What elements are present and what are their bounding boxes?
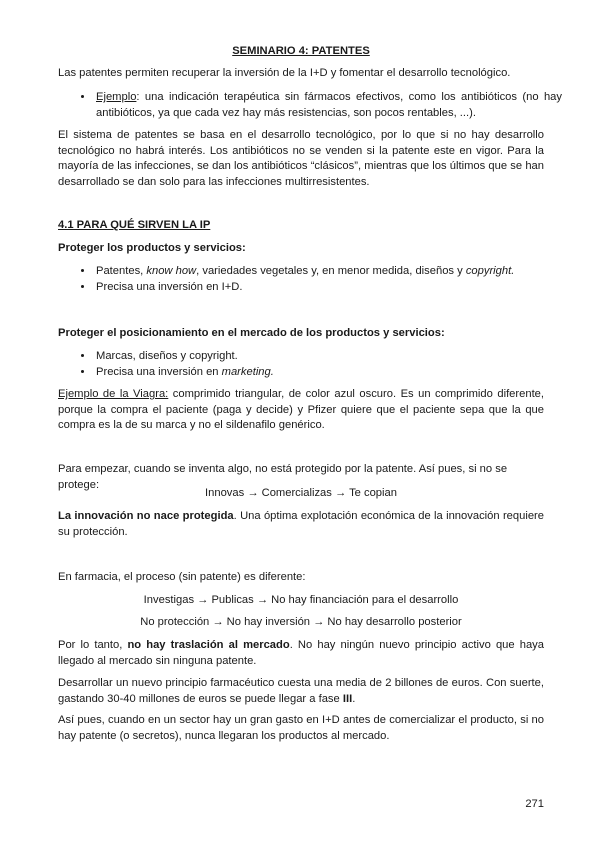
list-item: • Precisa una inversión en I+D. — [94, 280, 562, 296]
subheading-productos: Proteger los productos y servicios: — [58, 242, 246, 254]
text-span: Patentes, — [96, 265, 147, 277]
desarrollar-paragraph — [58, 676, 544, 707]
example-text: : una indicación terapéutica sin fármacos efectivos, como los antibióticos (no hay antibióticos, ya que cada vez hay más resistencias, son pocos rentables, ...). — [96, 91, 562, 119]
text-span: , variedades vegetales y, en menor medida, diseños y — [196, 265, 466, 277]
sistema-paragraph: El sistema de patentes se basa en el desarrollo tecnológico, por lo que si no hay desarrollo tecnológico no habrá interés. Los antibióticos no se venden si la patente este en vigor. Para la mayoría de las infecciones, se dan los antibióticos “clásicos”, mientras que los últimos que se han desarrollado se dan solo para las infecciones multirresistentes. — [58, 129, 544, 188]
list-item — [94, 264, 562, 280]
bold-span: La innovación no nace protegida — [58, 510, 234, 522]
page-title: SEMINARIO 4: PATENTES — [232, 45, 370, 57]
page-number: 271 — [525, 798, 544, 810]
farmacia-paragraph: En farmacia, el proceso (sin patente) es diferente: — [58, 571, 306, 583]
text-span: Desarrollar un nuevo principio farmacéutico cuesta una media de 2 billones de euros. Con suerte, gastando 30-40 millones de euros se puede llegar a fase — [58, 677, 544, 705]
section-heading: 4.1 PARA QUÉ SIRVEN LA IP — [58, 219, 211, 231]
subheading-posicionamiento: Proteger el posicionamiento en el mercado de los productos y servicios: — [58, 327, 445, 339]
italic-span: know how — [146, 265, 197, 277]
traslacion-paragraph — [58, 638, 544, 669]
empezar-paragraph: Para empezar, cuando se inventa algo, no está protegido por la patente. Así pues, si no se protege: — [58, 463, 508, 491]
text-span: Por lo tanto, — [58, 639, 128, 651]
list-item: • Marcas, diseños y copyright. — [94, 349, 562, 365]
list-item — [94, 365, 562, 381]
text-span: . — [352, 692, 356, 705]
text-span: Precisa una inversión en — [96, 365, 222, 378]
innovacion-paragraph — [58, 509, 544, 540]
italic-span: marketing. — [221, 365, 274, 378]
flow-innovas: Innovas → Comercializas → Te copian — [205, 487, 397, 499]
bold-span: III — [342, 692, 353, 705]
bold-span: no hay traslación al mercado — [127, 639, 290, 651]
intro-paragraph: Las patentes permiten recuperar la inversión de la I+D y fomentar el desarrollo tecnológico. — [58, 67, 511, 79]
viagra-label: Ejemplo de la Viagra: — [58, 388, 169, 400]
asi-pues-paragraph: Así pues, cuando en un sector hay un gran gasto en I+D antes de comercializar el producto, si no hay patente (o secretos), nunca llegaran los productos al mercado. — [58, 714, 544, 742]
list-item — [94, 90, 562, 121]
text-span: . No hay ningún nuevo principio activo que haya llegado al mercado sin ninguna patente. — [58, 639, 544, 667]
flow-no-proteccion: No protección → No hay inversión → No hay desarrollo posterior — [140, 616, 462, 628]
italic-span: copyright. — [465, 265, 515, 277]
example-label: Ejemplo — [96, 91, 137, 103]
productos-list — [76, 264, 562, 295]
flow-investigas: Investigas → Publicas → No hay financiación para el desarrollo — [143, 594, 459, 606]
posicionamiento-list — [76, 349, 562, 380]
text-span: . Una óptima explotación económica de la innovación requiere su protección. — [58, 510, 544, 538]
viagra-text: comprimido triangular, de color azul oscuro. Es un comprimido diferente, porque la compra el paciente (paga y decide) y Pfizer quiere que el paciente sepa que la que compra es la de su marca y no el sildenafilo genérico. — [58, 388, 545, 431]
viagra-paragraph — [58, 387, 544, 434]
example-list — [76, 90, 562, 121]
